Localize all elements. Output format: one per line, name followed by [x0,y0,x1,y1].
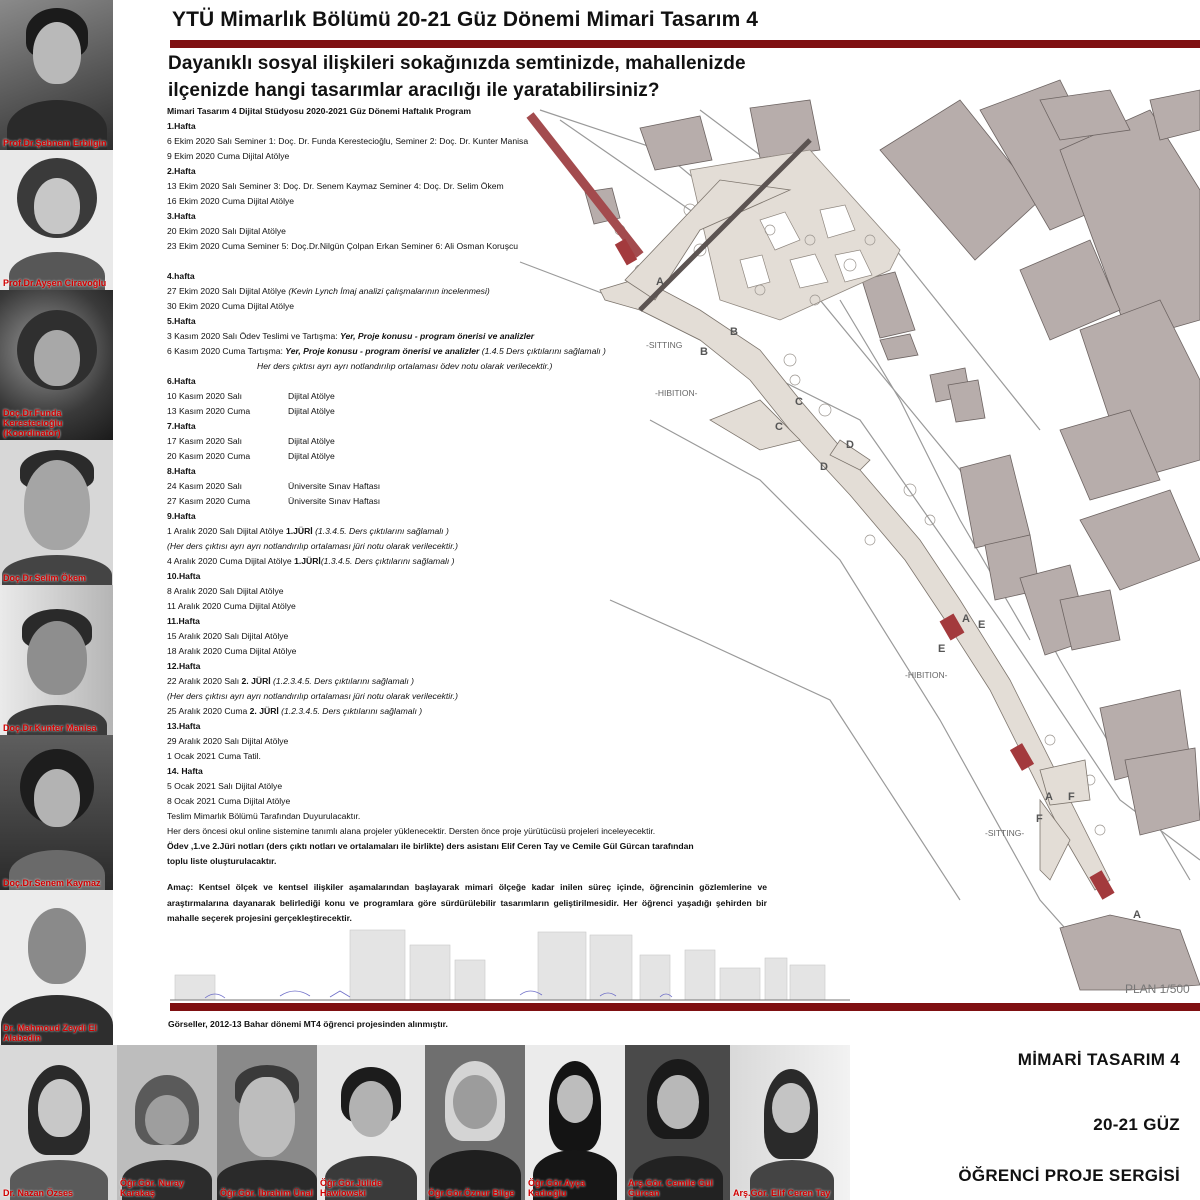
section-marker-e2: E [978,619,986,631]
week-5-heading: 5.Hafta [167,316,196,326]
faculty-portrait [0,735,113,890]
section-marker-d2: D [820,461,828,473]
section-marker-a2: A [962,613,970,625]
faculty-name: Öğr.Gör. Nuray Karakaş [120,1178,185,1198]
section-marker-b2: B [700,346,708,358]
faculty-portrait [525,1045,625,1200]
image-credit-note: Görseller, 2012-13 Bahar dönemi MT4 öğrenci projesinden alınmıştır. [168,1019,448,1029]
section-marker-f2: F [1068,791,1075,803]
week-8-line: 27 Kasım 2020 Cuma Üniversite Sınav Haftası [167,496,381,506]
faculty-name: Prof.Dr.Ayşen Ciravoğlu [3,278,107,288]
week-6-line: 10 Kasım 2020 Salı Dijital Atölye [167,391,335,401]
label-sitting-top: -SITTING [646,340,683,350]
week-8-line: 24 Kasım 2020 Salı Üniversite Sınav Haftası [167,481,381,491]
weekly-schedule [167,104,767,869]
label-exhibition-2: -HIBITION- [905,670,948,680]
question-line-2: ilçenizde hangi tasarımlar aracılığı ile yaratabilirsiniz? [168,80,660,101]
week-1-line: 9 Ekim 2020 Cuma Dijital Atölye [167,151,290,161]
top-accent-bar [170,40,1200,48]
faculty-portrait [0,1045,117,1200]
week-11-line: 18 Aralık 2020 Cuma Dijital Atölye [167,646,297,656]
week-1-heading: 1.Hafta [167,121,196,131]
week-11-heading: 11.Hafta [167,616,200,626]
section-marker-a: A [656,276,664,288]
week-4-heading: 4.hafta [167,271,195,281]
faculty-portrait [117,1045,217,1200]
week-5-line: 3 Kasım 2020 Salı Ödev Teslimi ve Tartışma: Yer, Proje konusu - program önerisi ve analizler [167,331,535,341]
faculty-portrait [0,290,113,440]
section-marker-f: F [1036,813,1043,825]
faculty-name: Öğr.Gör. İbrahim Ünal [220,1188,314,1198]
week-4-line: 27 Ekim 2020 Salı Dijital Atölye (Kevin Lynch İmaj analizi çalışmalarının incelenmesi) [167,286,490,296]
week-10-line: 11 Aralık 2020 Cuma Dijital Atölye [167,601,296,611]
week-7-line: 17 Kasım 2020 Salı Dijital Atölye [167,436,335,446]
label-sitting-bottom: -SITTING- [985,828,1025,838]
week-7-line: 20 Kasım 2020 Cuma Dijital Atölye [167,451,335,461]
week-9-note: (Her ders çıktısı ayrı ayrı notlandırılıp ortalaması jüri notu olarak verilecektir.) [167,541,459,551]
grades-note: Ödev ,1.ve 2.Jüri notları (ders çıktı notları ve ortalamaları ile birlikte) ders asistanı Elif Ceren Tay ve Cemile Gül Gürcan tarafından [167,841,694,851]
week-10-line: 8 Aralık 2020 Salı Dijital Atölye [167,586,284,596]
week-10-heading: 10.Hafta [167,571,201,581]
faculty-name: Dr. Nazan Özses [3,1188,74,1198]
week-1-line: 6 Ekim 2020 Salı Seminer 1: Doç. Dr. Funda Kerestecioğlu, Seminer 2: Doç. Dr. Kunter Manisa [167,136,529,146]
section-marker-d: D [846,439,854,451]
faculty-name: Arş.Gör. Cemile Gül Gürcan [628,1178,714,1198]
plan-scale-label: PLAN 1/500 [1125,982,1190,996]
week-2-line: 13 Ekim 2020 Salı Seminer 3: Doç. Dr. Senem Kaymaz Seminer 4: Doç. Dr. Selim Ökem [167,181,504,191]
exhibition-title: MİMARİ TASARIM 4 [1017,1050,1180,1069]
faculty-portrait [0,440,113,585]
week-4-line: 30 Ekim 2020 Cuma Dijital Atölye [167,301,295,311]
week-14-line: 8 Ocak 2021 Cuma Dijital Atölye [167,796,291,806]
week-5-line: 6 Kasım 2020 Cuma Tartışma: Yer, Proje konusu - program önerisi ve analizler (1.4.5 Ders çıktılarını sağlamalı ) [167,346,606,356]
week-12-note: (Her ders çıktısı ayrı ayrı notlandırılıp ortalaması jüri notu olarak verilecektir.) [167,691,459,701]
faculty-portrait-column [0,0,113,1045]
week-13-line: 29 Aralık 2020 Salı Dijital Atölye [167,736,289,746]
week-3-line: 23 Ekim 2020 Cuma Seminer 5: Doç.Dr.Nilgün Çolpan Erkan Seminer 6: Ali Osman Koruşcu [167,241,519,251]
label-exhibition-1: -HIBITION- [655,388,698,398]
week-6-heading: 6.Hafta [167,376,196,386]
week-3-heading: 3.Hafta [167,211,196,221]
faculty-name: Doç.Dr.Kunter Manisa [3,723,97,733]
exhibition-term: 20-21 GÜZ [1093,1115,1180,1134]
faculty-portrait [0,585,113,735]
week-8-heading: 8.Hafta [167,466,196,476]
week-12-heading: 12.Hafta [167,661,201,671]
program-title: Mimari Tasarım 4 Dijital Stüdyosu 2020-2021 Güz Dönemi Haftalık Program [167,106,472,116]
question-line-1: Dayanıklı sosyal ilişkileri sokağınızda semtinizde, mahallenizde [168,53,746,74]
week-2-line: 16 Ekim 2020 Cuma Dijital Atölye [167,196,295,206]
exhibition-subtitle: ÖĞRENCİ PROJE SERGİSİ [958,1166,1180,1185]
week-13-line: 1 Ocak 2021 Cuma Tatil. [167,751,261,761]
section-marker-c: C [795,396,803,408]
week-9-line: 1 Aralık 2020 Salı Dijital Atölye 1.JÜRİ (1.3.4.5. Ders çıktılarını sağlamalı ) [167,526,449,536]
section-marker-e: E [938,643,946,655]
faculty-name: Öğr.Gör.Öznur Bilge [428,1188,515,1198]
street-elevation [175,930,825,1000]
submission-note: Teslim Mimarlık Bölümü Tarafından Duyurulacaktır. [167,811,361,821]
course-objective: Amaç: Kentsel ölçek ve kentsel ilişkiler aşamalarından başlayarak mimari ölçeğe kadar inilen süreç içinde, öğrencinin gözlemlerine ve araştırmalarına dayanarak belirlediği konu ve programlara göre sürdürülebilir tasarımların geliştirilmesidir. Her öğrenci yaşadığı şehirden bir mahalle seçerek projesini gerçekleştirecektir. [167,882,767,923]
faculty-portrait [217,1045,317,1200]
faculty-name: Doç.Dr.Senem Kaymaz [3,878,101,888]
week-12-line: 22 Aralık 2020 Salı 2. JÜRİ (1.2.3.4.5. Ders çıktılarını sağlamalı ) [167,676,414,686]
week-9-line: 4 Aralık 2020 Cuma Dijital Atölye 1.JÜRİ(1.3.4.5. Ders çıktılarını sağlamalı ) [167,556,455,566]
week-12-line: 25 Aralık 2020 Cuma 2. JÜRİ (1.2.3.4.5. Ders çıktılarını sağlamalı ) [167,706,423,716]
faculty-portrait [0,150,113,290]
week-9-heading: 9.Hafta [167,511,196,521]
section-marker-c2: C [775,421,783,433]
main-question [168,50,746,104]
faculty-portrait [425,1045,525,1200]
faculty-portrait [0,890,113,1045]
week-2-heading: 2.Hafta [167,166,196,176]
week-7-heading: 7.Hafta [167,421,196,431]
faculty-name: Doç.Dr.Selim Ökem [3,573,87,583]
section-marker-a3: A [1133,909,1141,921]
faculty-name: Arş.Gör. Elif Ceren Tay [733,1188,831,1198]
faculty-name: Öğr.Gör.Jülide Hawlowski [320,1178,383,1198]
faculty-portrait-row [0,1045,850,1200]
faculty-portrait [625,1045,730,1200]
bottom-accent-bar [170,1003,1200,1011]
section-marker-b: B [730,326,738,338]
week-11-line: 15 Aralık 2020 Salı Dijital Atölye [167,631,289,641]
grades-note-cont: toplu liste oluşturulacaktır. [167,856,277,866]
week-5-note: Her ders çıktısı ayrı ayrı notlandırılıp ortalaması ödev notu olarak verilecektir.) [257,361,553,371]
faculty-portrait [730,1045,850,1200]
week-14-line: 5 Ocak 2021 Salı Dijital Atölye [167,781,283,791]
faculty-portrait [317,1045,425,1200]
faculty-portrait [0,0,113,150]
week-14-heading: 14. Hafta [167,766,203,776]
week-6-line: 13 Kasım 2020 Cuma Dijital Atölye [167,406,335,416]
week-3-line: 20 Ekim 2020 Salı Dijital Atölye [167,226,286,236]
upload-note: Her ders öncesi okul online sistemine tanımlı alana projeler yüklenecektir. Dersten önce proje yürütücüsü projeleri inceleyecektir. [167,826,656,836]
week-13-heading: 13.Hafta [167,721,201,731]
faculty-name: Prof.Dr.Şebnem Erbilgin [3,138,107,148]
section-marker-a4: A [1045,791,1053,803]
faculty-name: Öğr.Gör.Ayça Kadıoğlu [528,1178,586,1198]
faculty-name: Dr. Mahmoud Zeydi El Alabedin [3,1023,98,1043]
faculty-name: Doç.Dr.Funda Kerestecioğlu (Koordinatör) [3,408,63,438]
page-title: YTÜ Mimarlık Bölümü 20-21 Güz Dönemi Mimari Tasarım 4 [172,8,759,31]
